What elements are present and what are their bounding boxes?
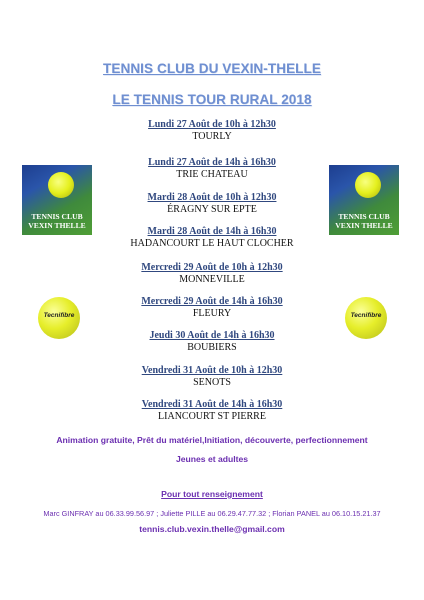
event-date: Mardi 28 Août de 10h à 12h30 — [147, 192, 277, 203]
event-item — [0, 262, 424, 286]
club-logo-right — [329, 165, 399, 235]
club-logo-left — [22, 165, 92, 235]
event-place: LIANCOURT ST PIERRE — [158, 411, 266, 422]
club-title: TENNIS CLUB DU VEXIN-THELLE — [103, 61, 321, 76]
event-item — [0, 399, 424, 423]
event-place: FLEURY — [192, 308, 232, 319]
event-date: Vendredi 31 Août de 14h à 16h30 — [141, 399, 283, 410]
event-date: Vendredi 31 Août de 10h à 12h30 — [141, 365, 283, 376]
event-item — [0, 119, 424, 143]
event-place: TRIE CHATEAU — [176, 169, 248, 180]
event-date: Mardi 28 Août de 14h à 16h30 — [147, 226, 277, 237]
event-date: Mercredi 29 Août de 14h à 16h30 — [141, 296, 283, 307]
logo-label-line2: VEXIN THELLE — [28, 221, 86, 230]
audience-text: Jeunes et adultes — [175, 454, 249, 464]
contact-list: Marc GINFRAY au 06.33.99.56.97 ; Juliette PILLE au 06.29.47.77.32 ; Florian PANEL au 06.10.15.21.37 — [43, 509, 381, 518]
info-heading: Pour tout renseignement — [161, 489, 263, 499]
contact-email[interactable]: tennis.club.vexin.thelle@gmail.com — [139, 524, 285, 534]
logo-label-line1: TENNIS CLUB — [338, 212, 390, 221]
tecnifibre-ball-left — [38, 297, 80, 339]
tour-title: LE TENNIS TOUR RURAL 2018 — [112, 92, 312, 107]
event-place: MONNEVILLE — [179, 274, 245, 285]
event-date: Lundi 27 Août de 10h à 12h30 — [148, 119, 276, 130]
tennis-ball-icon — [48, 172, 74, 198]
event-date: Lundi 27 Août de 14h à 16h30 — [148, 157, 276, 168]
animation-text: Animation gratuite, Prêt du matériel,Initiation, découverte, perfectionnement — [56, 435, 368, 445]
event-place: BOUBIERS — [187, 342, 237, 353]
logo-label-line1: TENNIS CLUB — [31, 212, 83, 221]
logo-label-line2: VEXIN THELLE — [335, 221, 393, 230]
event-date: Jeudi 30 Août de 14h à 16h30 — [149, 330, 275, 341]
ball-brand-label: Tecnifibre — [350, 312, 382, 319]
ball-brand-label: Tecnifibre — [43, 312, 75, 319]
event-place: TOURLY — [192, 131, 232, 142]
event-place: HADANCOURT LE HAUT CLOCHER — [130, 238, 294, 249]
tecnifibre-ball-right — [345, 297, 387, 339]
event-place: ÉRAGNY SUR EPTE — [167, 204, 257, 215]
event-item — [0, 365, 424, 389]
tennis-ball-icon — [355, 172, 381, 198]
event-place: SENOTS — [193, 377, 231, 388]
event-date: Mercredi 29 Août de 10h à 12h30 — [141, 262, 283, 273]
